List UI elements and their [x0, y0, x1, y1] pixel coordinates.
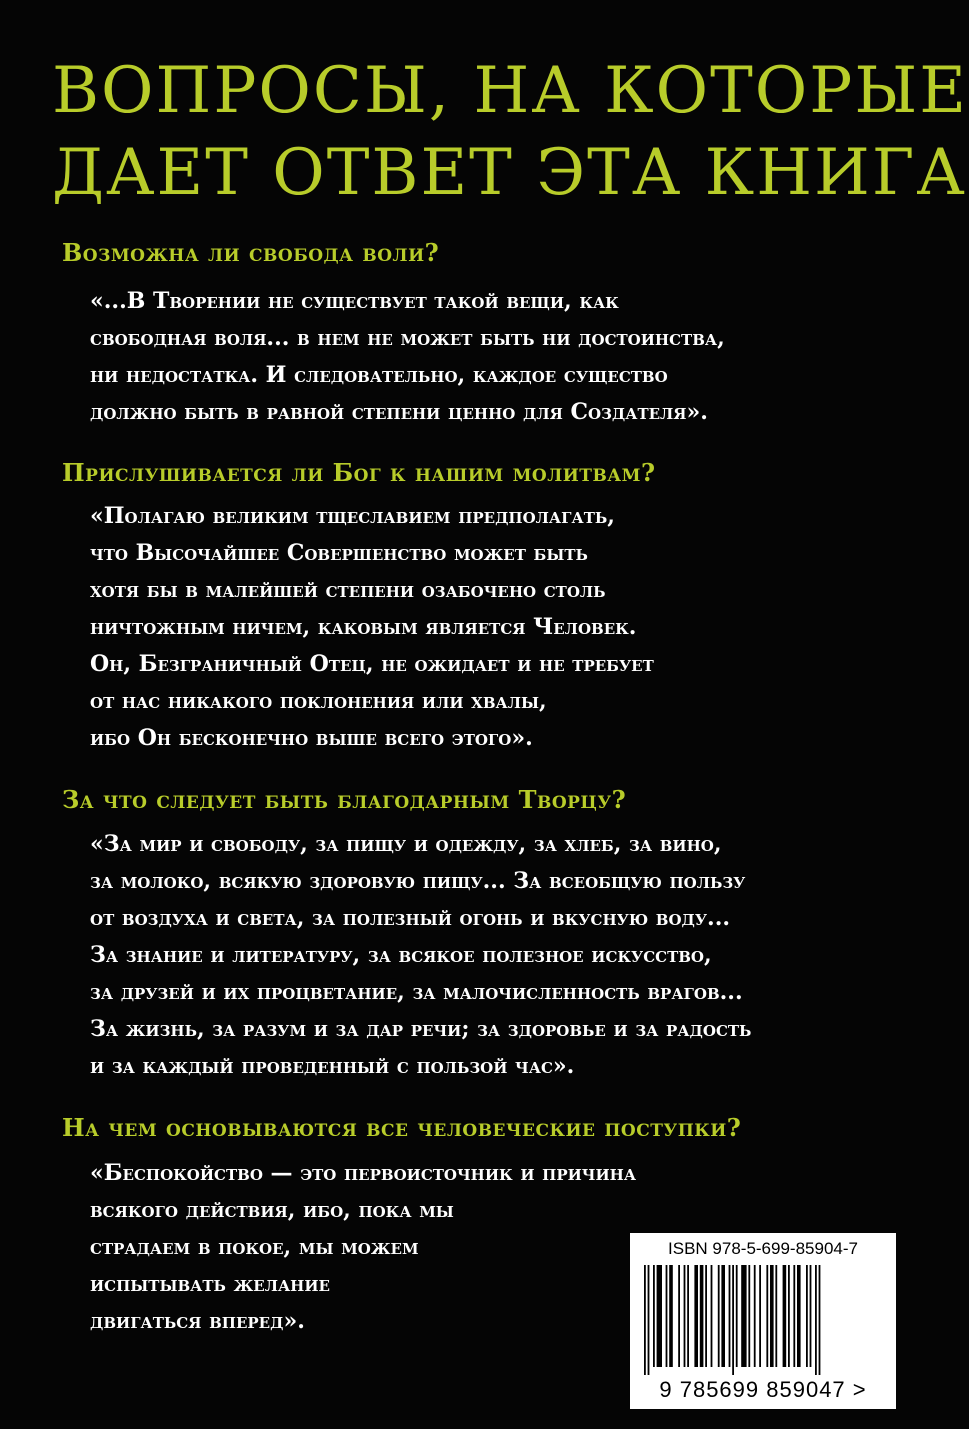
quote-line: «...В Творении не существует такой вещи, как	[90, 288, 619, 314]
quote-line: всякого действия, ибо, пока мы	[90, 1197, 454, 1223]
quote-line: За жизнь, за разум и за дар речи; за здоровье и за радость	[90, 1016, 752, 1042]
quote-free-will	[90, 283, 950, 431]
barcode-bars	[644, 1265, 882, 1375]
quote-line: за молоко, всякую здоровую пищу... За всеобщую пользу	[90, 868, 746, 894]
quote-gratitude	[90, 826, 950, 1085]
quote-line: двигаться вперед».	[90, 1308, 305, 1334]
isbn-label: ISBN 978-5-699-85904-7	[668, 1239, 858, 1258]
quote-prayers	[90, 498, 950, 757]
quote-line: и за каждый проведенный с пользой час».	[90, 1053, 575, 1079]
question-free-will: Возможна ли свобода воли?	[62, 238, 440, 267]
question-prayers: Прислушивается ли Бог к нашим молитвам?	[62, 458, 656, 487]
quote-line: что Высочайшее Совершенство может быть	[90, 540, 588, 566]
quote-line: должно быть в равной степени ценно для Создателя».	[90, 399, 708, 425]
quote-line: ни недостатка. И следовательно, каждое существо	[90, 362, 668, 388]
quote-line: испытывать желание	[90, 1271, 330, 1297]
cover-title-line-1: ВОПРОСЫ, НА КОТОРЫЕ	[52, 54, 968, 128]
cover-title	[52, 50, 968, 214]
quote-line: от нас никакого поклонения или хвалы,	[90, 688, 547, 714]
question-gratitude: За что следует быть благодарным Творцу?	[62, 785, 627, 814]
cover-title-line-2: ДАЕТ ОТВЕТ ЭТА КНИГА	[52, 136, 967, 210]
quote-line: ничтожным ничем, каковым является Человек.	[90, 614, 637, 640]
quote-line: страдаем в покое, мы можем	[90, 1234, 419, 1260]
question-actions: На чем основываются все человеческие поступки?	[62, 1113, 742, 1142]
quote-line: За знание и литературу, за всякое полезное искусство,	[90, 942, 712, 968]
quote-line: «Полагаю великим тщеславием предполагать,	[90, 503, 615, 529]
quote-line: Он, Безграничный Отец, не ожидает и не требует	[90, 651, 654, 677]
quote-line: за друзей и их процветание, за малочисленность врагов...	[90, 979, 743, 1005]
quote-line: ибо Он бесконечно выше всего этого».	[90, 725, 533, 751]
quote-line: от воздуха и света, за полезный огонь и вкусную воду...	[90, 905, 731, 931]
barcode-digits: 9 785699 859047 >	[659, 1377, 867, 1402]
quote-line: хотя бы в малейшей степени озабочено столь	[90, 577, 606, 603]
quote-line: свободная воля... в нем не может быть ни достоинства,	[90, 325, 725, 351]
quote-line: «За мир и свободу, за пищу и одежду, за хлеб, за вино,	[90, 831, 722, 857]
quote-line: «Беспокойство — это первоисточник и причина	[90, 1160, 637, 1186]
isbn-barcode	[630, 1233, 896, 1409]
